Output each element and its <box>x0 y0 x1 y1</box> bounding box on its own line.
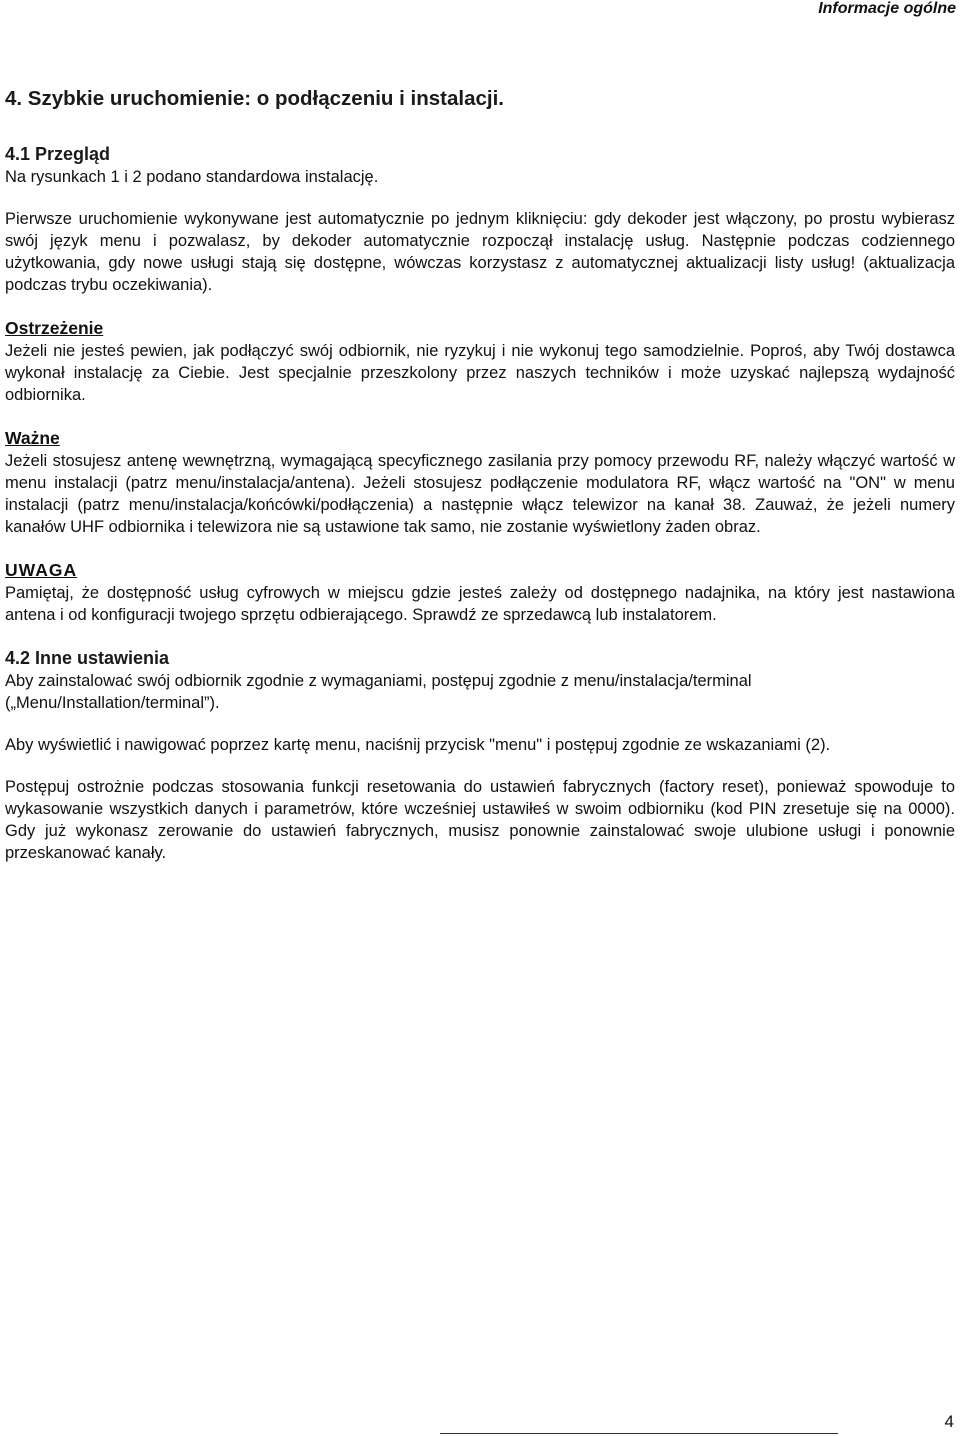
note-text: Pamiętaj, że dostępność usług cyfrowych w miejscu gdzie jesteś zależy od dostępnego nadajnika, na który jest nastawiona antena i od konfiguracji twojego sprzętu odbierającego. Sprawdź ze sprzedawcą lub instalatorem. <box>5 584 955 624</box>
subsection-title-other-settings: 4.2 Inne ustawienia <box>5 648 170 668</box>
page-number: 4 <box>944 1412 954 1431</box>
document-body <box>5 86 955 864</box>
footer-rule <box>440 1433 838 1434</box>
important-label: Ważne <box>5 428 60 448</box>
important-text: Jeżeli stosujesz antenę wewnętrzną, wymagającą specyficznego zasilania przy pomocy przewodu RF, należy włączyć wartość w menu instalacji (patrz menu/instalacja/antena). Jeżeli stosujesz podłączenie modulatora RF, włącz wartość na "ON" w menu instalacji (patrz menu/instalacja/końcówki/podłączenia) a następnie włącz telewizor na kanał 38. Zauważ, że jeżeli numery kanałów UHF odbiornika i telewizora nie są ustawione tak samo, nie zostanie wyświetlony żaden obraz. <box>5 452 955 536</box>
overview-intro: Na rysunkach 1 i 2 podano standardowa instalację. <box>5 168 379 186</box>
section-title: 4. Szybkie uruchomienie: o podłączeniu i instalacji. <box>5 87 504 110</box>
other-settings-paragraph-3: Postępuj ostrożnie podczas stosowania funkcji resetowania do ustawień fabrycznych (factory reset), ponieważ spowoduje to wykasowanie wszystkich danych i parametrów, które wcześniej ustawiłeś w swoim odbiorniku (kod PIN zresetuje się na 0000). Gdy już wykonasz zerowanie do ustawień fabrycznych, musisz ponownie zainstalować swoje ulubione usługi i ponownie przeskanować kanały. <box>5 778 955 862</box>
warning-label: Ostrzeżenie <box>5 318 104 338</box>
other-settings-paragraph-1: Aby zainstalować swój odbiornik zgodnie z wymaganiami, postępuj zgodnie z menu/instalacja/terminal („Menu/Installation/terminal”). <box>5 672 752 712</box>
warning-text: Jeżeli nie jesteś pewien, jak podłączyć swój odbiornik, nie ryzykuj i nie wykonuj tego samodzielnie. Poproś, aby Twój dostawca wykonał instalację za Ciebie. Jest specjalnie przeszkolony przez naszych techników i może uzyskać najlepszą wydajność odbiornika. <box>5 342 955 404</box>
other-settings-paragraph-2: Aby wyświetlić i nawigować poprzez kartę menu, naciśnij przycisk "menu" i postępuj zgodnie ze wskazaniami (2). <box>5 736 831 754</box>
subsection-title-overview: 4.1 Przegląd <box>5 144 111 164</box>
overview-paragraph: Pierwsze uruchomienie wykonywane jest automatycznie po jednym kliknięciu: gdy dekoder jest włączony, po prostu wybierasz swój język menu i pozwalasz, by dekoder automatycznie rozpoczął instalację usług. Następnie podczas codziennego użytkowania, gdy nowe usługi stają się dostępne, wówczas korzystasz z automatycznej aktualizacji listy usług! (aktualizacja podczas trybu oczekiwania). <box>5 210 955 294</box>
running-header: Informacje ogólne <box>818 0 956 17</box>
note-label: UWAGA <box>5 560 78 580</box>
